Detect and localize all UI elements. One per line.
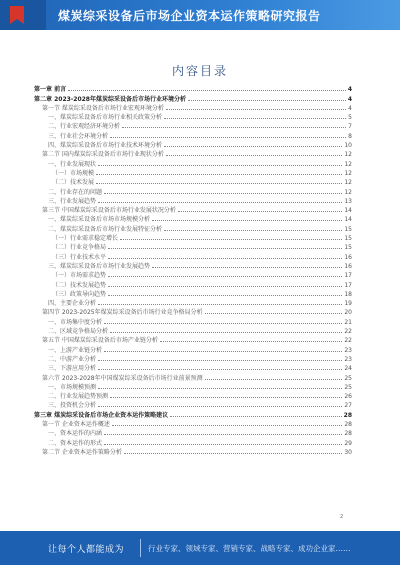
toc-leader-dots [98,201,342,203]
page-number: 2 [340,514,344,520]
toc-entry-label: 第一节 煤炭综采设备后市场行业宏观环境分析 [42,104,164,112]
toc-entry-page: 26 [344,393,352,401]
toc-entry-label: 二、中游产业分析 [48,355,97,363]
table-of-contents [34,84,352,456]
toc-entry-page: 22 [344,337,352,345]
toc-entry[interactable] [34,93,352,102]
toc-leader-dots [98,359,342,361]
footer-slogan: 让每个人都能成为 [48,545,125,555]
toc-entry[interactable] [34,270,352,279]
toc-leader-dots [170,415,342,417]
toc-entry-page: 30 [344,448,352,456]
toc-leader-dots [108,275,342,277]
toc-entry[interactable] [34,140,352,149]
toc-entry[interactable] [34,205,352,214]
toc-leader-dots [124,452,342,454]
toc-entry[interactable] [34,168,352,177]
toc-entry[interactable] [34,335,352,344]
toc-leader-dots [110,136,346,138]
toc-entry-label: 二、煤炭综采设备后市场行业发展特征分析 [48,225,163,233]
toc-leader-dots [205,312,343,314]
toc-entry-label: 一、煤炭综采设备后市场市场规模分析 [48,216,151,224]
toc-leader-dots [164,229,342,231]
report-title: 煤炭综采设备后市场企业资本运作策略研究报告 [58,9,321,23]
toc-entry[interactable] [34,382,352,391]
toc-entry[interactable] [34,196,352,205]
toc-entry-label: 第五节 中国煤炭综采设备后市场产业链分析 [42,337,158,345]
toc-entry-page: 15 [344,235,352,243]
toc-leader-dots [152,266,342,268]
toc-entry-label: 四、主要企业分析 [48,300,97,308]
toc-leader-dots [108,257,342,259]
toc-entry[interactable] [34,363,352,372]
toc-entry-page: 15 [344,244,352,252]
toc-leader-dots [112,424,342,426]
toc-entry-page: 12 [344,151,352,159]
toc-entry-label: （一）市场规模 [52,169,95,177]
toc-entry-page: 24 [344,365,352,373]
toc-entry-label: （二）技术发展趋势 [52,281,107,289]
toc-entry-page: 14 [344,207,352,215]
toc-entry-page: 25 [344,374,352,382]
toc-leader-dots [120,238,342,240]
toc-entry[interactable] [34,149,352,158]
toc-entry[interactable] [34,84,352,93]
toc-leader-dots [166,154,342,156]
toc-entry-label: 一、市场规模预测 [48,383,97,391]
toc-leader-dots [98,164,342,166]
toc-leader-dots [164,145,342,147]
toc-entry[interactable] [34,112,352,121]
toc-entry[interactable] [34,447,352,456]
toc-entry-page: 28 [344,420,352,428]
toc-entry-label: 三、煤炭综采设备后市场行业发展趋势 [48,262,151,270]
toc-entry-label: （一）市场需求趋势 [52,272,107,280]
toc-entry[interactable] [34,103,352,112]
toc-entry[interactable] [34,289,352,298]
toc-entry-page: 29 [344,439,352,447]
toc-leader-dots [96,182,342,184]
toc-entry-page: 19 [344,300,352,308]
toc-entry-label: （三）行业技术水平 [52,253,107,261]
toc-entry-label: 四、煤炭综采设备后市场行业技术环境分析 [48,142,163,150]
toc-entry-page: 17 [344,281,352,289]
toc-leader-dots [164,117,346,119]
toc-entry-label: 第一章 前言 [34,86,67,94]
bookmark-flag-icon [0,0,46,30]
toc-entry-label: 三、投资机会分析 [48,402,97,410]
toc-entry-label: 一、上游产业链分析 [48,346,103,354]
toc-entry-page: 12 [344,188,352,196]
toc-leader-dots [108,294,342,296]
toc-entry-page: 4 [347,86,352,94]
toc-leader-dots [188,99,346,101]
toc-entry-label: （二）行业竞争格局 [52,244,107,252]
toc-leader-dots [122,126,346,128]
toc-entry-label: 二、行业发展趋势预测 [48,393,109,401]
toc-entry-page: 4 [348,104,352,112]
toc-entry-page: 20 [344,309,352,317]
toc-entry-page: 7 [348,123,352,131]
toc-entry[interactable] [34,130,352,139]
toc-entry[interactable] [34,316,352,325]
toc-entry-page: 28 [344,430,352,438]
toc-entry-page: 4 [347,95,352,103]
toc-entry-page: 18 [344,290,352,298]
toc-entry[interactable] [34,177,352,186]
footer-tagline: 行业专家、领域专家、营销专家、战略专家、成功企业家…… [148,544,351,553]
toc-entry-page: 5 [348,114,352,122]
toc-leader-dots [178,210,342,212]
toc-leader-dots [205,378,343,380]
toc-entry-label: 第二章 2023-2028年煤炭综采设备后市场行业环境分析 [34,95,186,103]
toc-leader-dots [104,433,342,435]
toc-entry-page: 21 [344,318,352,326]
toc-entry[interactable] [34,326,352,335]
toc-entry[interactable] [34,279,352,288]
toc-entry-page: 13 [344,197,352,205]
toc-leader-dots [152,219,342,221]
toc-entry-page: 12 [344,160,352,168]
toc-entry[interactable] [34,233,352,242]
toc-entry-label: 二、行业存在的问题 [48,188,103,196]
toc-entry[interactable] [34,409,352,418]
toc-leader-dots [98,368,342,370]
toc-entry-label: （二）技术发展 [52,179,95,187]
toc-entry-page: 12 [344,169,352,177]
toc-entry-page: 12 [344,179,352,187]
toc-leader-dots [96,173,342,175]
toc-entry-label: 一、资本运作的内涵 [48,430,103,438]
toc-leader-dots [160,340,342,342]
toc-leader-dots [98,387,342,389]
toc-heading: 内容目录 [171,64,228,78]
toc-entry-page: 16 [344,262,352,270]
toc-entry[interactable] [34,214,352,223]
report-header-banner [0,0,400,30]
toc-entry-label: 三、行业社会环境分析 [48,132,109,140]
toc-entry-label: 三、下游应用分析 [48,365,97,373]
toc-entry-label: 第二节 企业资本运作策略分析 [42,448,122,456]
toc-leader-dots [108,285,342,287]
toc-leader-dots [68,89,346,91]
toc-entry-page: 23 [344,355,352,363]
toc-entry[interactable] [34,428,352,437]
toc-entry-label: 三、行业发展趋势 [48,197,97,205]
footer-divider [140,539,141,557]
toc-leader-dots [98,405,342,407]
toc-entry[interactable] [34,400,352,409]
toc-entry-label: 一、市场集中度分析 [48,318,103,326]
toc-entry[interactable] [34,158,352,167]
toc-entry-label: （三）政策导向趋势 [52,290,107,298]
toc-entry-label: 一、煤炭综采设备后市场行业相关政策分析 [48,114,163,122]
toc-entry-label: 第四节 2023-2025年煤炭综采设备后市场行业竞争格局分析 [42,309,203,317]
toc-entry-page: 16 [344,253,352,261]
toc-entry[interactable] [34,391,352,400]
toc-leader-dots [110,331,342,333]
toc-entry[interactable] [34,251,352,260]
toc-leader-dots [104,443,342,445]
toc-entry-label: 第一节 企业资本运作概述 [42,420,110,428]
toc-leader-dots [98,303,342,305]
toc-entry-page: 22 [344,328,352,336]
toc-entry-label: 二、区域竞争格局分析 [48,328,109,336]
toc-leader-dots [104,322,342,324]
toc-entry-label: 二、资本运作的形式 [48,439,103,447]
toc-entry-page: 14 [344,216,352,224]
toc-leader-dots [166,108,346,110]
toc-entry-page: 8 [348,132,352,140]
toc-entry-page: 15 [344,225,352,233]
toc-leader-dots [110,396,342,398]
toc-entry[interactable] [34,242,352,251]
toc-entry-label: 第六节 2023-2028年中国煤炭综采设备后市场行业前景预测 [42,374,203,382]
toc-entry-page: 25 [344,383,352,391]
toc-entry-label: （一）行业需求稳定增长 [52,235,119,243]
toc-entry[interactable] [34,354,352,363]
toc-entry[interactable] [34,307,352,316]
toc-leader-dots [108,247,342,249]
toc-entry-page: 27 [344,402,352,410]
toc-leader-dots [104,192,342,194]
toc-entry-page: 10 [344,142,352,150]
toc-entry[interactable] [34,372,352,381]
toc-entry-page: 28 [343,411,352,419]
toc-entry[interactable] [34,419,352,428]
toc-entry[interactable] [34,437,352,446]
footer-banner [0,531,400,565]
toc-entry-label: 第三章 煤炭综采设备后市场企业资本运作策略建议 [34,411,169,419]
toc-entry[interactable] [34,298,352,307]
toc-leader-dots [104,350,342,352]
toc-entry[interactable] [34,186,352,195]
toc-entry-label: 第三节 中国煤炭综采设备后市场行业发展状况分析 [42,207,176,215]
toc-entry-label: 第二节 国内煤炭综采设备后市场行业现状分析 [42,151,164,159]
toc-entry[interactable] [34,121,352,130]
toc-entry[interactable] [34,261,352,270]
toc-entry-label: 一、行业发展现状 [48,160,97,168]
toc-entry[interactable] [34,344,352,353]
toc-entry-page: 17 [344,272,352,280]
toc-entry[interactable] [34,223,352,232]
toc-entry-label: 二、行业宏观经济环境分析 [48,123,121,131]
toc-entry-page: 23 [344,346,352,354]
